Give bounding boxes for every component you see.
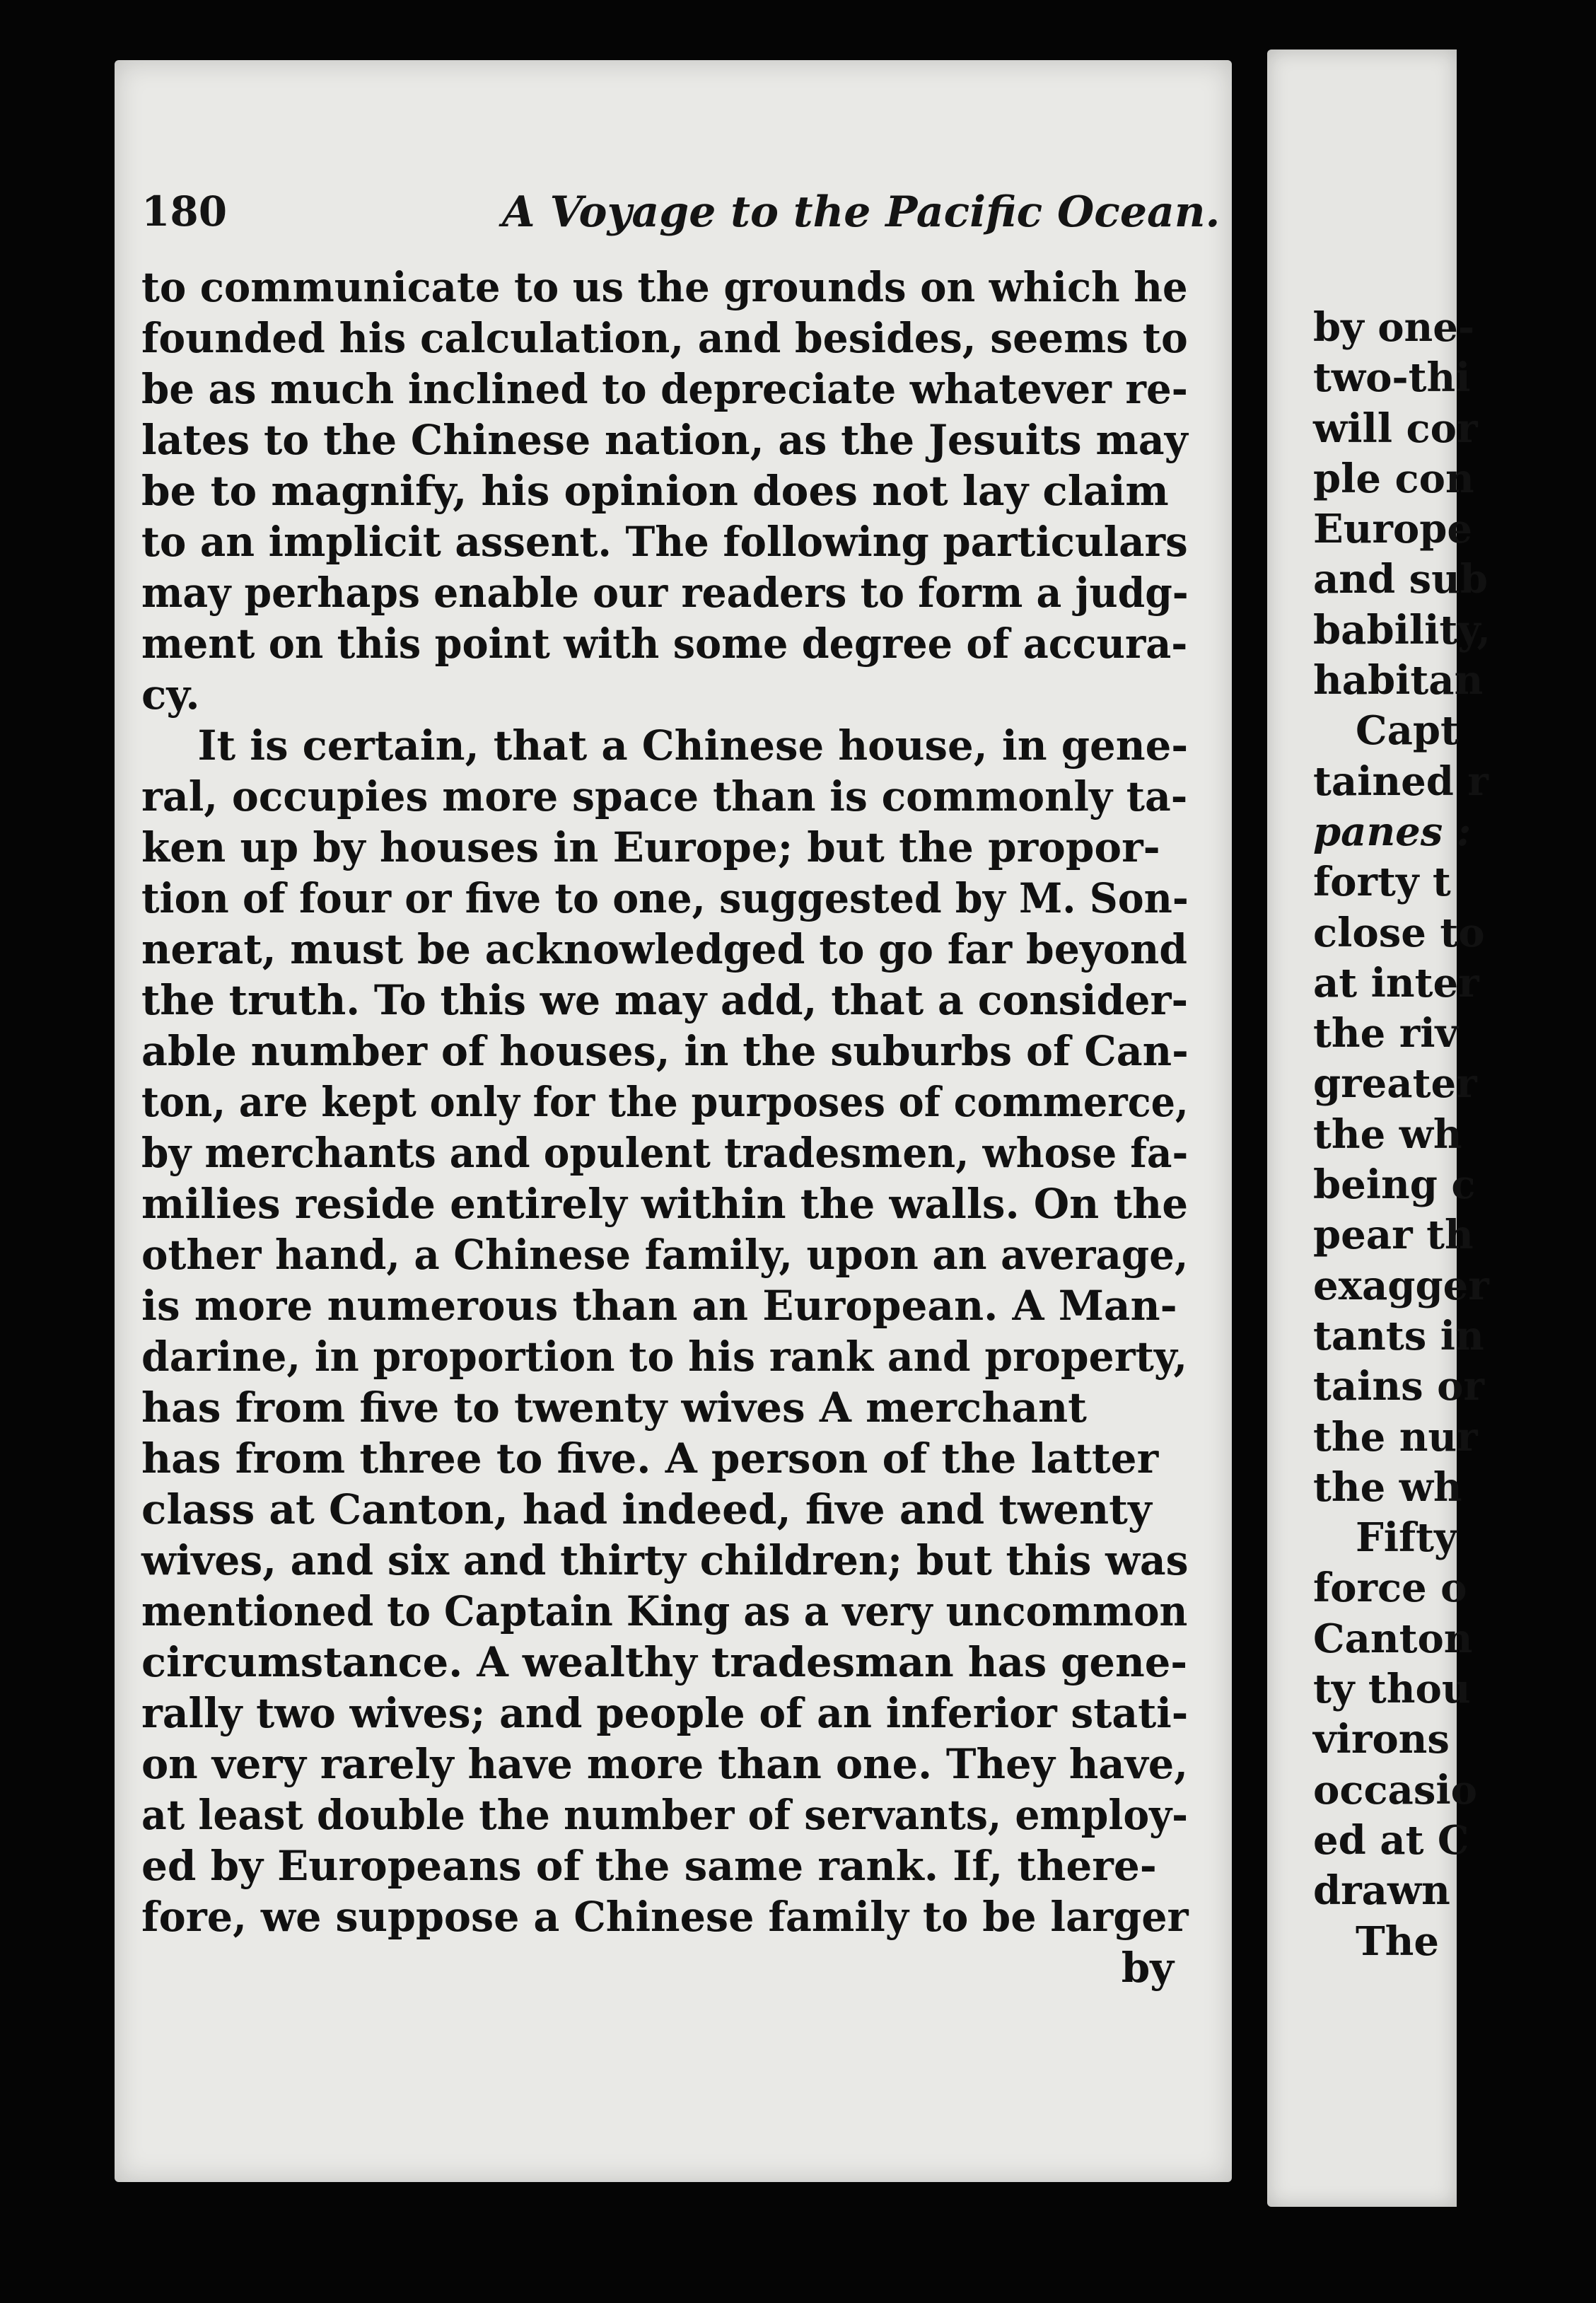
- text-line: able number of houses, in the suburbs of Can-: [141, 1027, 1189, 1075]
- text-line: nerat, must be acknowledged to go far beyond: [141, 925, 1188, 973]
- text-line: other hand, a Chinese family, upon an average,: [141, 1231, 1189, 1279]
- text-line: tained r: [1313, 758, 1489, 805]
- text-line: will cor: [1313, 405, 1478, 452]
- text-line: bability,: [1313, 606, 1491, 654]
- text-line: The: [1356, 1918, 1440, 1965]
- text-line: ken up by houses in Europe; but the propor-: [141, 823, 1160, 871]
- text-line: may perhaps enable our readers to form a judg-: [141, 569, 1189, 617]
- right-page: [1267, 50, 1491, 2207]
- text-line: Canton: [1313, 1615, 1473, 1662]
- text-line: be as much inclined to depreciate whatever re-: [141, 365, 1188, 413]
- text-line: fore, we suppose a Chinese family to be larger: [141, 1893, 1189, 1941]
- text-line: drawn: [1313, 1867, 1450, 1915]
- text-line: at least double the number of servants, employ-: [141, 1791, 1189, 1839]
- text-line: tains or: [1313, 1363, 1485, 1410]
- text-line: ed by Europeans of the same rank. If, there-: [141, 1842, 1157, 1890]
- text-line: exagger: [1313, 1262, 1489, 1309]
- text-line: the nur: [1313, 1413, 1478, 1461]
- text-line: rally two wives; and people of an inferior stati-: [141, 1689, 1189, 1737]
- text-line: being c: [1313, 1161, 1476, 1209]
- text-line: greater: [1313, 1060, 1477, 1108]
- text-line: the truth. To this we may add, that a consider-: [141, 976, 1189, 1024]
- text-line: class at Canton, had indeed, five and twenty: [141, 1485, 1152, 1533]
- running-title: A Voyage to the Pacific Ocean.: [502, 187, 1221, 237]
- right-page-text: [1313, 303, 1596, 1967]
- text-line: the wh: [1313, 1463, 1462, 1511]
- text-line: habitan: [1313, 657, 1484, 704]
- text-line: occasio: [1313, 1766, 1477, 1814]
- text-line: circumstance. A wealthy tradesman has gene-: [141, 1638, 1188, 1686]
- text-line: by merchants and opulent tradesmen, whose fa-: [141, 1129, 1189, 1177]
- text-line: tion of four or five to one, suggested by M. Son-: [141, 874, 1189, 922]
- text-line: has from five to twenty wives A merchant: [141, 1383, 1087, 1432]
- text-line: the riv: [1313, 1010, 1459, 1057]
- page-number: 180: [141, 187, 228, 236]
- text-line: ral, occupies more space than is commonly ta-: [141, 772, 1188, 820]
- text-line: ty thou: [1313, 1666, 1471, 1713]
- text-line: milies reside entirely within the walls. On the: [141, 1180, 1189, 1228]
- text-line: ment on this point with some degree of accura-: [141, 620, 1188, 668]
- text-line: at inter: [1313, 959, 1479, 1007]
- catchword: by: [1121, 1944, 1174, 1992]
- text-line: Europe: [1313, 506, 1473, 553]
- text-line: two-thi: [1313, 354, 1471, 402]
- text-line: close to: [1313, 909, 1485, 956]
- text-line: tants in: [1313, 1312, 1484, 1359]
- text-line: the wh: [1313, 1110, 1462, 1158]
- text-line: wives, and six and thirty children; but this was: [141, 1536, 1189, 1584]
- body-text: [141, 262, 1202, 1993]
- text-line: virons: [1313, 1716, 1450, 1763]
- text-line: cy.: [141, 671, 200, 719]
- text-line: forty t: [1313, 859, 1451, 906]
- text-line: is more numerous than an European. A Man-: [141, 1282, 1177, 1330]
- text-line: Capt: [1356, 707, 1459, 755]
- text-line: founded his calculation, and besides, seems to: [141, 314, 1188, 362]
- text-line: on very rarely have more than one. They have,: [141, 1740, 1189, 1788]
- text-line: pear th: [1313, 1212, 1474, 1259]
- running-head: [141, 187, 1221, 244]
- text-line: by one-: [1313, 304, 1475, 351]
- text-line: darine, in proportion to his rank and property,: [141, 1333, 1188, 1381]
- text-line: to communicate to us the grounds on which he: [141, 263, 1188, 311]
- text-line: to an implicit assent. The following particulars: [141, 518, 1188, 566]
- text-line: ton, are kept only for the purposes of commerce,: [141, 1078, 1189, 1126]
- text-line: Fifty: [1356, 1514, 1457, 1562]
- text-line: and sub: [1313, 556, 1489, 603]
- text-line: ed at C: [1313, 1816, 1469, 1864]
- text-line: ple con: [1313, 455, 1474, 502]
- text-line: lates to the Chinese nation, as the Jesuits may: [141, 416, 1188, 464]
- text-line: mentioned to Captain King as a very uncommon: [141, 1587, 1188, 1635]
- text-line: panes :: [1313, 808, 1472, 855]
- text-line: It is certain, that a Chinese house, in gene-: [197, 721, 1189, 770]
- text-line: force o: [1313, 1565, 1467, 1612]
- text-line: be to magnify, his opinion does not lay claim: [141, 467, 1169, 515]
- text-line: has from three to five. A person of the latter: [141, 1434, 1159, 1483]
